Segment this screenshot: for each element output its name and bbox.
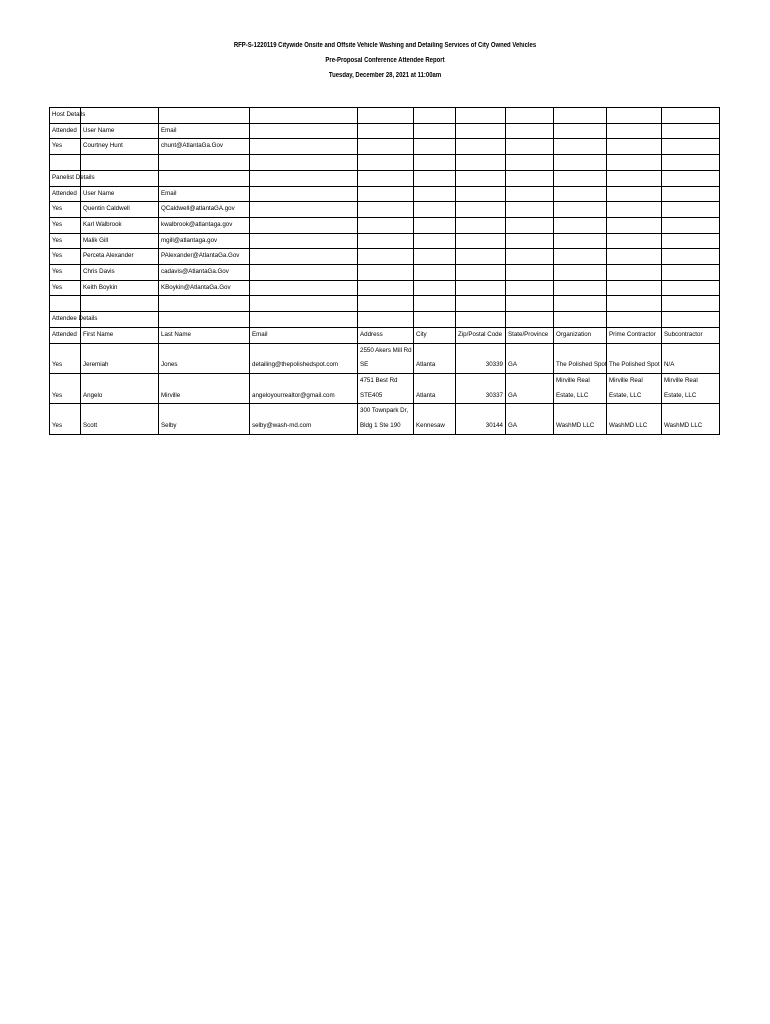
column-header: Attended (50, 327, 81, 343)
host-section (50, 108, 720, 171)
prime-line-1 (609, 404, 659, 419)
column-header: Zip/Postal Code (456, 327, 506, 343)
sub-line-1: Mirville Real (664, 376, 698, 384)
table-cell: cadavis@AtlantaGa.Gov (159, 265, 250, 281)
section-label: Panelist Details (50, 170, 81, 186)
prime-line-2: Estate, LLC (609, 391, 642, 399)
table-cell: Keith Boykin (81, 280, 159, 296)
address-cell (358, 373, 414, 403)
sub-line-2: N/A (664, 361, 675, 369)
table-header-row (50, 123, 720, 139)
report-header (0, 38, 770, 83)
table-cell: Yes (50, 202, 81, 218)
zip-cell: 30339 (456, 343, 506, 373)
column-header: Organization (554, 327, 607, 343)
column-header: Address (358, 327, 414, 343)
table-cell: Yes (50, 265, 81, 281)
column-header: City (414, 327, 456, 343)
table-cell: Karl Walbrook (81, 217, 159, 233)
city-cell: Atlanta (414, 343, 456, 373)
table-row (50, 217, 720, 233)
table-cell: Yes (50, 217, 81, 233)
organization-line-2: The Polished Spot (556, 361, 607, 369)
column-header: First Name (81, 327, 159, 343)
table-cell: mgill@atlantaga.gov (159, 233, 250, 249)
table-cell: Courtney Hunt (81, 139, 159, 155)
table-row (50, 233, 720, 249)
report-subtitle: Pre-Proposal Conference Attendee Report (325, 57, 445, 64)
table-row (50, 265, 720, 281)
spacer-row (50, 155, 720, 171)
state-cell: GA (506, 343, 554, 373)
prime-contractor-cell (607, 404, 662, 434)
sub-line-2: WashMD LLC (664, 422, 703, 430)
organization-cell (554, 343, 607, 373)
table-cell: chunt@AtlantaGa.Gov (159, 139, 250, 155)
table-cell: PAlexander@AtlantaGa.Gov (159, 249, 250, 265)
table-cell: kwalbrook@atlantaga.gov (159, 217, 250, 233)
prime-contractor-cell (607, 373, 662, 403)
column-header: Email (159, 186, 250, 202)
organization-cell (554, 404, 607, 434)
table-cell: Perceta Alexander (81, 249, 159, 265)
address-line-1: 300 Townpark Dr, (360, 407, 409, 415)
section-label-row (50, 312, 720, 328)
column-header: Last Name (159, 327, 250, 343)
last-name-cell: Selby (159, 404, 250, 434)
table-cell: Yes (50, 280, 81, 296)
subcontractor-cell (662, 373, 720, 403)
first-name-cell: Angelo (81, 373, 159, 403)
spacer-row (50, 296, 720, 312)
sub-line-1 (664, 404, 717, 419)
table-cell: Quentin Caldwell (81, 202, 159, 218)
table-cell: Yes (50, 139, 81, 155)
prime-line-1: Mirville Real (609, 376, 643, 384)
table-row (50, 343, 720, 373)
attended-cell: Yes (50, 343, 81, 373)
section-label: Host Details (50, 108, 81, 124)
column-header: Email (250, 327, 358, 343)
subcontractor-cell (662, 343, 720, 373)
column-header: Attended (50, 123, 81, 139)
email-cell: selby@wash-md.com (250, 404, 358, 434)
organization-line-2: Estate, LLC (556, 391, 589, 399)
section-label: Attendee Details (50, 312, 81, 328)
address-line-1: 2550 Akers Mill Rd (360, 346, 412, 354)
column-header: User Name (81, 186, 159, 202)
column-header: Attended (50, 186, 81, 202)
organization-line-1 (556, 344, 604, 359)
table-header-row (50, 186, 720, 202)
column-header: Email (159, 123, 250, 139)
address-line-1: 4751 Best Rd (360, 376, 398, 384)
city-cell: Atlanta (414, 373, 456, 403)
report-date: Tuesday, December 28, 2021 at 11:00am (328, 72, 442, 79)
column-header: Prime Contractor (607, 327, 662, 343)
address-line-2: STE405 (360, 391, 383, 399)
subcontractor-cell (662, 404, 720, 434)
organization-line-1: Mirville Real (556, 376, 590, 384)
table-cell: Malik Gill (81, 233, 159, 249)
organization-cell (554, 373, 607, 403)
address-cell (358, 343, 414, 373)
last-name-cell: Jones (159, 343, 250, 373)
sub-line-2: Estate, LLC (664, 391, 697, 399)
state-cell: GA (506, 373, 554, 403)
attendee-section (50, 312, 720, 435)
zip-cell: 30144 (456, 404, 506, 434)
report-title: RFP-S-1220119 Citywide Onsite and Offsite Vehicle Washing and Detailing Services of City Owned Vehicles (233, 42, 537, 49)
first-name-cell: Scott (81, 404, 159, 434)
table-cell: QCaldwell@atlantaGA.gov (159, 202, 250, 218)
organization-line-2: WashMD LLC (556, 422, 595, 430)
address-line-2: SE (360, 361, 369, 369)
table-row (50, 373, 720, 403)
prime-contractor-cell (607, 343, 662, 373)
prime-line-1 (609, 344, 659, 359)
sub-line-1 (664, 344, 717, 359)
table-cell: Yes (50, 233, 81, 249)
column-header: Subcontractor (662, 327, 720, 343)
zip-cell: 30337 (456, 373, 506, 403)
attended-cell: Yes (50, 404, 81, 434)
section-label-row (50, 108, 720, 124)
column-header: User Name (81, 123, 159, 139)
attended-cell: Yes (50, 373, 81, 403)
state-cell: GA (506, 404, 554, 434)
panelist-section (50, 170, 720, 311)
table-row (50, 139, 720, 155)
organization-line-1 (556, 404, 604, 419)
table-cell: Yes (50, 249, 81, 265)
prime-line-2: The Polished Spot (609, 361, 660, 369)
attendee-report-table (49, 107, 720, 435)
prime-line-2: WashMD LLC (609, 422, 648, 430)
table-cell: Chris Davis (81, 265, 159, 281)
table-row (50, 249, 720, 265)
table-cell: KBoykin@AtlantaGa.Gov (159, 280, 250, 296)
address-line-2: Bldg 1 Ste 190 (360, 422, 401, 430)
first-name-cell: Jeremiah (81, 343, 159, 373)
email-cell: detailing@thepolishedspot.com (250, 343, 358, 373)
address-cell (358, 404, 414, 434)
email-cell: angeloyourrealtor@gmail.com (250, 373, 358, 403)
table-row (50, 280, 720, 296)
table-header-row (50, 327, 720, 343)
last-name-cell: Mirville (159, 373, 250, 403)
city-cell: Kennesaw (414, 404, 456, 434)
table-row (50, 404, 720, 434)
table-row (50, 202, 720, 218)
section-label-row (50, 170, 720, 186)
column-header: State/Province (506, 327, 554, 343)
